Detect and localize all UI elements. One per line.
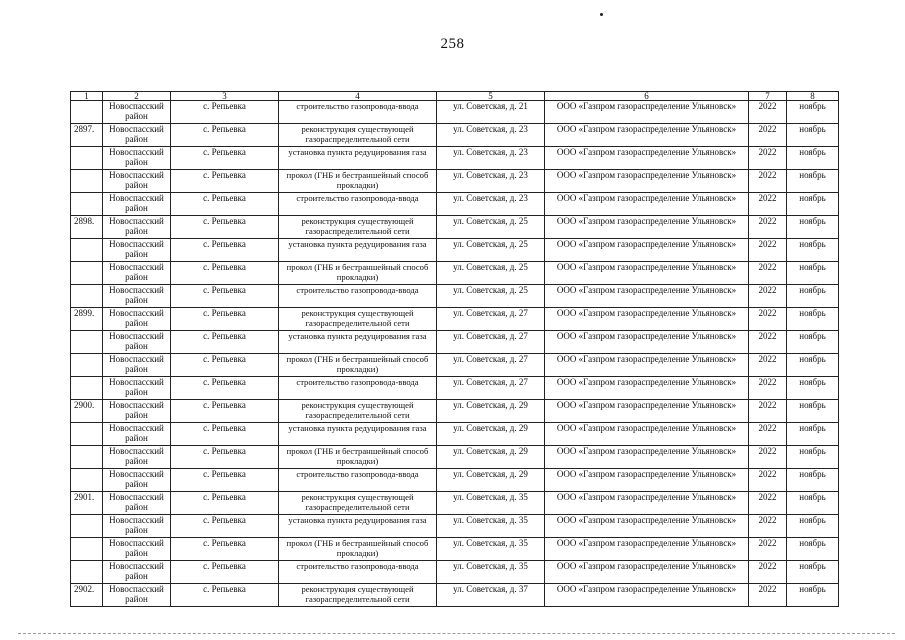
row-number-cell: 2902. <box>71 584 103 607</box>
row-number-cell <box>71 561 103 584</box>
work-type-cell: прокол (ГНБ и бестраншейный способ прокладки) <box>279 354 437 377</box>
row-number-cell <box>71 331 103 354</box>
column-header: 6 <box>545 92 749 101</box>
district-cell: Новоспасский район <box>103 423 171 446</box>
table-row <box>71 584 839 607</box>
address-cell: ул. Советская, д. 29 <box>437 469 545 492</box>
work-type-cell: прокол (ГНБ и бестраншейный способ прокладки) <box>279 170 437 193</box>
month-cell: ноябрь <box>787 354 839 377</box>
address-cell: ул. Советская, д. 27 <box>437 377 545 400</box>
organization-cell: ООО «Газпром газораспределение Ульяновск» <box>545 101 749 124</box>
year-cell: 2022 <box>749 239 787 262</box>
district-cell: Новоспасский район <box>103 101 171 124</box>
work-type-cell: установка пункта редуцирования газа <box>279 515 437 538</box>
table-row <box>71 492 839 515</box>
table-row <box>71 262 839 285</box>
work-type-cell: реконструкция существующей газораспределительной сети <box>279 400 437 423</box>
row-number-cell: 2897. <box>71 124 103 147</box>
year-cell: 2022 <box>749 561 787 584</box>
month-cell: ноябрь <box>787 308 839 331</box>
month-cell: ноябрь <box>787 423 839 446</box>
district-cell: Новоспасский район <box>103 584 171 607</box>
row-number-cell <box>71 101 103 124</box>
work-type-cell: реконструкция существующей газораспределительной сети <box>279 124 437 147</box>
locality-cell: с. Репьевка <box>171 515 279 538</box>
page-number: 258 <box>440 36 465 52</box>
register-body <box>71 92 839 607</box>
work-type-cell: строительство газопровода-ввода <box>279 193 437 216</box>
address-cell: ул. Советская, д. 25 <box>437 285 545 308</box>
work-type-cell: установка пункта редуцирования газа <box>279 423 437 446</box>
work-type-cell: прокол (ГНБ и бестраншейный способ прокладки) <box>279 446 437 469</box>
column-header: 4 <box>279 92 437 101</box>
address-cell: ул. Советская, д. 35 <box>437 538 545 561</box>
locality-cell: с. Репьевка <box>171 584 279 607</box>
organization-cell: ООО «Газпром газораспределение Ульяновск» <box>545 216 749 239</box>
row-number-cell <box>71 262 103 285</box>
month-cell: ноябрь <box>787 193 839 216</box>
row-number-cell: 2898. <box>71 216 103 239</box>
work-type-cell: строительство газопровода-ввода <box>279 561 437 584</box>
year-cell: 2022 <box>749 492 787 515</box>
year-cell: 2022 <box>749 101 787 124</box>
month-cell: ноябрь <box>787 492 839 515</box>
locality-cell: с. Репьевка <box>171 354 279 377</box>
district-cell: Новоспасский район <box>103 515 171 538</box>
month-cell: ноябрь <box>787 101 839 124</box>
locality-cell: с. Репьевка <box>171 285 279 308</box>
locality-cell: с. Репьевка <box>171 193 279 216</box>
table-row <box>71 147 839 170</box>
locality-cell: с. Репьевка <box>171 400 279 423</box>
address-cell: ул. Советская, д. 25 <box>437 239 545 262</box>
address-cell: ул. Советская, д. 21 <box>437 101 545 124</box>
work-type-cell: прокол (ГНБ и бестраншейный способ прокладки) <box>279 538 437 561</box>
year-cell: 2022 <box>749 400 787 423</box>
year-cell: 2022 <box>749 538 787 561</box>
address-cell: ул. Советская, д. 29 <box>437 446 545 469</box>
organization-cell: ООО «Газпром газораспределение Ульяновск» <box>545 262 749 285</box>
month-cell: ноябрь <box>787 515 839 538</box>
table-row <box>71 354 839 377</box>
address-cell: ул. Советская, д. 35 <box>437 561 545 584</box>
organization-cell: ООО «Газпром газораспределение Ульяновск» <box>545 239 749 262</box>
table-row <box>71 446 839 469</box>
address-cell: ул. Советская, д. 27 <box>437 354 545 377</box>
organization-cell: ООО «Газпром газораспределение Ульяновск» <box>545 446 749 469</box>
table-row <box>71 170 839 193</box>
organization-cell: ООО «Газпром газораспределение Ульяновск» <box>545 469 749 492</box>
table-row <box>71 331 839 354</box>
month-cell: ноябрь <box>787 538 839 561</box>
row-number-cell <box>71 538 103 561</box>
row-number-cell <box>71 239 103 262</box>
column-header: 2 <box>103 92 171 101</box>
column-header: 1 <box>71 92 103 101</box>
address-cell: ул. Советская, д. 37 <box>437 584 545 607</box>
organization-cell: ООО «Газпром газораспределение Ульяновск» <box>545 377 749 400</box>
month-cell: ноябрь <box>787 584 839 607</box>
year-cell: 2022 <box>749 354 787 377</box>
organization-cell: ООО «Газпром газораспределение Ульяновск» <box>545 561 749 584</box>
year-cell: 2022 <box>749 147 787 170</box>
table-row <box>71 538 839 561</box>
address-cell: ул. Советская, д. 23 <box>437 193 545 216</box>
year-cell: 2022 <box>749 285 787 308</box>
table-row <box>71 193 839 216</box>
month-cell: ноябрь <box>787 377 839 400</box>
row-number-cell <box>71 423 103 446</box>
row-number-cell <box>71 193 103 216</box>
work-type-cell: строительство газопровода-ввода <box>279 377 437 400</box>
district-cell: Новоспасский район <box>103 239 171 262</box>
locality-cell: с. Репьевка <box>171 492 279 515</box>
district-cell: Новоспасский район <box>103 492 171 515</box>
month-cell: ноябрь <box>787 285 839 308</box>
locality-cell: с. Репьевка <box>171 147 279 170</box>
organization-cell: ООО «Газпром газораспределение Ульяновск» <box>545 423 749 446</box>
district-cell: Новоспасский район <box>103 331 171 354</box>
locality-cell: с. Репьевка <box>171 124 279 147</box>
column-header: 8 <box>787 92 839 101</box>
year-cell: 2022 <box>749 469 787 492</box>
scan-speck <box>600 13 603 16</box>
locality-cell: с. Репьевка <box>171 216 279 239</box>
table-row <box>71 308 839 331</box>
address-cell: ул. Советская, д. 27 <box>437 308 545 331</box>
district-cell: Новоспасский район <box>103 147 171 170</box>
organization-cell: ООО «Газпром газораспределение Ульяновск» <box>545 584 749 607</box>
month-cell: ноябрь <box>787 331 839 354</box>
row-number-cell <box>71 446 103 469</box>
year-cell: 2022 <box>749 446 787 469</box>
year-cell: 2022 <box>749 423 787 446</box>
row-number-cell <box>71 515 103 538</box>
year-cell: 2022 <box>749 331 787 354</box>
scan-artifact-line <box>18 633 895 634</box>
organization-cell: ООО «Газпром газораспределение Ульяновск» <box>545 400 749 423</box>
address-cell: ул. Советская, д. 29 <box>437 400 545 423</box>
month-cell: ноябрь <box>787 446 839 469</box>
district-cell: Новоспасский район <box>103 354 171 377</box>
work-type-cell: реконструкция существующей газораспределительной сети <box>279 584 437 607</box>
address-cell: ул. Советская, д. 29 <box>437 423 545 446</box>
work-type-cell: установка пункта редуцирования газа <box>279 239 437 262</box>
address-cell: ул. Советская, д. 35 <box>437 515 545 538</box>
work-type-cell: строительство газопровода-ввода <box>279 101 437 124</box>
district-cell: Новоспасский район <box>103 561 171 584</box>
locality-cell: с. Репьевка <box>171 423 279 446</box>
table-row <box>71 124 839 147</box>
organization-cell: ООО «Газпром газораспределение Ульяновск» <box>545 170 749 193</box>
month-cell: ноябрь <box>787 147 839 170</box>
district-cell: Новоспасский район <box>103 193 171 216</box>
row-number-cell <box>71 170 103 193</box>
year-cell: 2022 <box>749 584 787 607</box>
year-cell: 2022 <box>749 377 787 400</box>
table-row <box>71 285 839 308</box>
district-cell: Новоспасский район <box>103 308 171 331</box>
organization-cell: ООО «Газпром газораспределение Ульяновск» <box>545 147 749 170</box>
address-cell: ул. Советская, д. 27 <box>437 331 545 354</box>
row-number-cell <box>71 469 103 492</box>
organization-cell: ООО «Газпром газораспределение Ульяновск» <box>545 331 749 354</box>
address-cell: ул. Советская, д. 23 <box>437 147 545 170</box>
address-cell: ул. Советская, д. 23 <box>437 170 545 193</box>
year-cell: 2022 <box>749 308 787 331</box>
locality-cell: с. Репьевка <box>171 101 279 124</box>
locality-cell: с. Репьевка <box>171 446 279 469</box>
locality-cell: с. Репьевка <box>171 262 279 285</box>
table-row <box>71 515 839 538</box>
district-cell: Новоспасский район <box>103 446 171 469</box>
row-number-cell <box>71 354 103 377</box>
locality-cell: с. Репьевка <box>171 538 279 561</box>
year-cell: 2022 <box>749 216 787 239</box>
year-cell: 2022 <box>749 170 787 193</box>
locality-cell: с. Репьевка <box>171 239 279 262</box>
month-cell: ноябрь <box>787 400 839 423</box>
district-cell: Новоспасский район <box>103 538 171 561</box>
organization-cell: ООО «Газпром газораспределение Ульяновск» <box>545 124 749 147</box>
year-cell: 2022 <box>749 262 787 285</box>
district-cell: Новоспасский район <box>103 377 171 400</box>
month-cell: ноябрь <box>787 561 839 584</box>
row-number-cell <box>71 285 103 308</box>
row-number-cell: 2900. <box>71 400 103 423</box>
locality-cell: с. Репьевка <box>171 377 279 400</box>
organization-cell: ООО «Газпром газораспределение Ульяновск» <box>545 285 749 308</box>
locality-cell: с. Репьевка <box>171 331 279 354</box>
month-cell: ноябрь <box>787 124 839 147</box>
table-row <box>71 239 839 262</box>
organization-cell: ООО «Газпром газораспределение Ульяновск» <box>545 308 749 331</box>
month-cell: ноябрь <box>787 469 839 492</box>
organization-cell: ООО «Газпром газораспределение Ульяновск» <box>545 538 749 561</box>
row-number-cell <box>71 377 103 400</box>
table-row <box>71 469 839 492</box>
address-cell: ул. Советская, д. 25 <box>437 262 545 285</box>
month-cell: ноябрь <box>787 239 839 262</box>
table-row <box>71 377 839 400</box>
register-table <box>70 91 839 607</box>
column-header: 7 <box>749 92 787 101</box>
district-cell: Новоспасский район <box>103 469 171 492</box>
work-type-cell: реконструкция существующей газораспределительной сети <box>279 308 437 331</box>
work-type-cell: строительство газопровода-ввода <box>279 285 437 308</box>
column-header: 5 <box>437 92 545 101</box>
organization-cell: ООО «Газпром газораспределение Ульяновск» <box>545 193 749 216</box>
district-cell: Новоспасский район <box>103 262 171 285</box>
row-number-cell: 2899. <box>71 308 103 331</box>
month-cell: ноябрь <box>787 262 839 285</box>
column-number-row <box>71 92 839 101</box>
address-cell: ул. Советская, д. 23 <box>437 124 545 147</box>
table-row <box>71 423 839 446</box>
year-cell: 2022 <box>749 124 787 147</box>
year-cell: 2022 <box>749 193 787 216</box>
table-row <box>71 101 839 124</box>
work-type-cell: прокол (ГНБ и бестраншейный способ прокладки) <box>279 262 437 285</box>
year-cell: 2022 <box>749 515 787 538</box>
month-cell: ноябрь <box>787 216 839 239</box>
district-cell: Новоспасский район <box>103 400 171 423</box>
organization-cell: ООО «Газпром газораспределение Ульяновск» <box>545 515 749 538</box>
organization-cell: ООО «Газпром газораспределение Ульяновск» <box>545 492 749 515</box>
district-cell: Новоспасский район <box>103 124 171 147</box>
row-number-cell <box>71 147 103 170</box>
address-cell: ул. Советская, д. 25 <box>437 216 545 239</box>
locality-cell: с. Репьевка <box>171 561 279 584</box>
district-cell: Новоспасский район <box>103 285 171 308</box>
locality-cell: с. Репьевка <box>171 308 279 331</box>
work-type-cell: установка пункта редуцирования газа <box>279 147 437 170</box>
locality-cell: с. Репьевка <box>171 170 279 193</box>
table-row <box>71 561 839 584</box>
district-cell: Новоспасский район <box>103 216 171 239</box>
work-type-cell: установка пункта редуцирования газа <box>279 331 437 354</box>
address-cell: ул. Советская, д. 35 <box>437 492 545 515</box>
district-cell: Новоспасский район <box>103 170 171 193</box>
work-type-cell: строительство газопровода-ввода <box>279 469 437 492</box>
table-row <box>71 216 839 239</box>
work-type-cell: реконструкция существующей газораспределительной сети <box>279 216 437 239</box>
work-type-cell: реконструкция существующей газораспределительной сети <box>279 492 437 515</box>
organization-cell: ООО «Газпром газораспределение Ульяновск» <box>545 354 749 377</box>
table-row <box>71 400 839 423</box>
column-header: 3 <box>171 92 279 101</box>
locality-cell: с. Репьевка <box>171 469 279 492</box>
month-cell: ноябрь <box>787 170 839 193</box>
row-number-cell: 2901. <box>71 492 103 515</box>
